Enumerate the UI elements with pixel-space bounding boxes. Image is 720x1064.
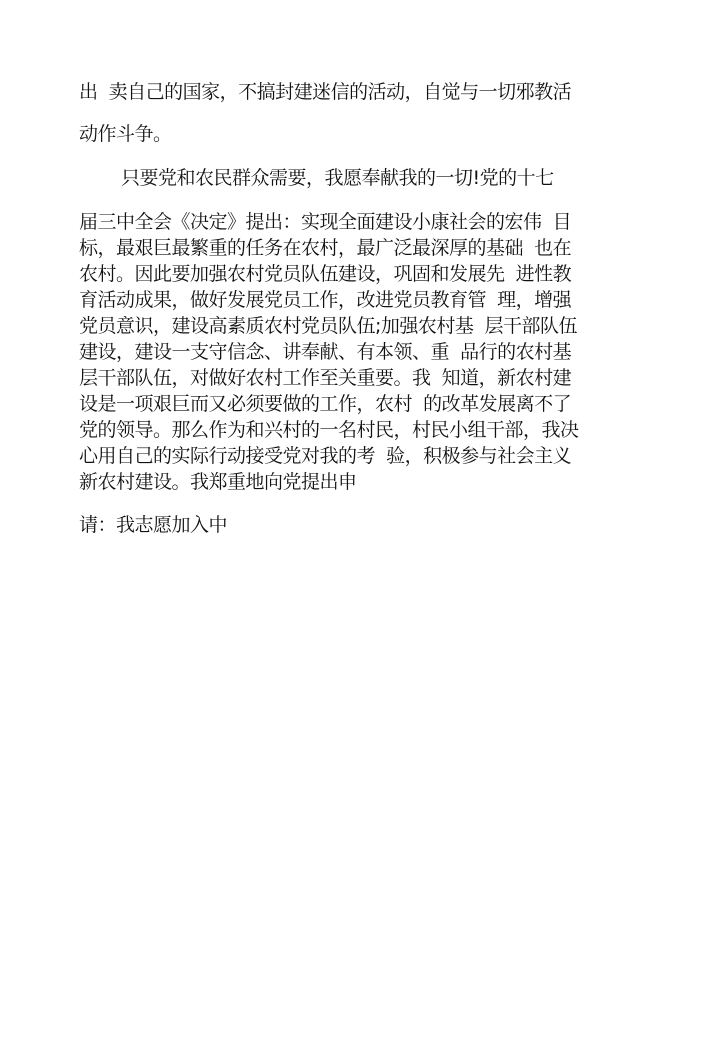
text-line: 党员意识，建设高素质农村党员队伍;加强农村基 层干部队伍 xyxy=(79,315,577,337)
text-line: 设是一项艰巨而又必须要做的工作，农村 的改革发展离不了 xyxy=(79,393,572,415)
text-line: 心用自己的实际行动接受党对我的考 验，积极参与社会主义 xyxy=(79,445,572,467)
text-line: 建设，建设一支守信念、讲奉献、有本领、重 品行的农村基 xyxy=(79,341,572,363)
text-line: 请：我志愿加入中 xyxy=(79,514,228,536)
text-line: 标，最艰巨最繁重的任务在农村，最广泛最深厚的基础 也在 xyxy=(79,237,572,259)
paragraph-first-line: 只要党和农民群众需要，我愿奉献我的一切!党的十七 xyxy=(121,167,554,189)
text-line: 党的领导。那么作为和兴村的一名村民，村民小组干部，我决 xyxy=(79,419,579,441)
text-line: 届三中全会《决定》提出：实现全面建设小康社会的宏伟 目 xyxy=(79,211,572,233)
text-line: 层干部队伍，对做好农村工作至关重要。我 知道，新农村建 xyxy=(79,367,572,389)
text-line: 动作斗争。 xyxy=(79,123,172,145)
text-line: 新农村建设。我郑重地向党提出申 xyxy=(79,471,357,493)
text-line: 出 卖自己的国家，不搞封建迷信的活动，自觉与一切邪教活 xyxy=(79,81,572,103)
text-line: 育活动成果，做好发展党员工作，改进党员教育管 理，增强 xyxy=(79,289,572,311)
text-line: 农村。因此要加强农村党员队伍建设，巩固和发展先 进性教 xyxy=(79,263,572,285)
